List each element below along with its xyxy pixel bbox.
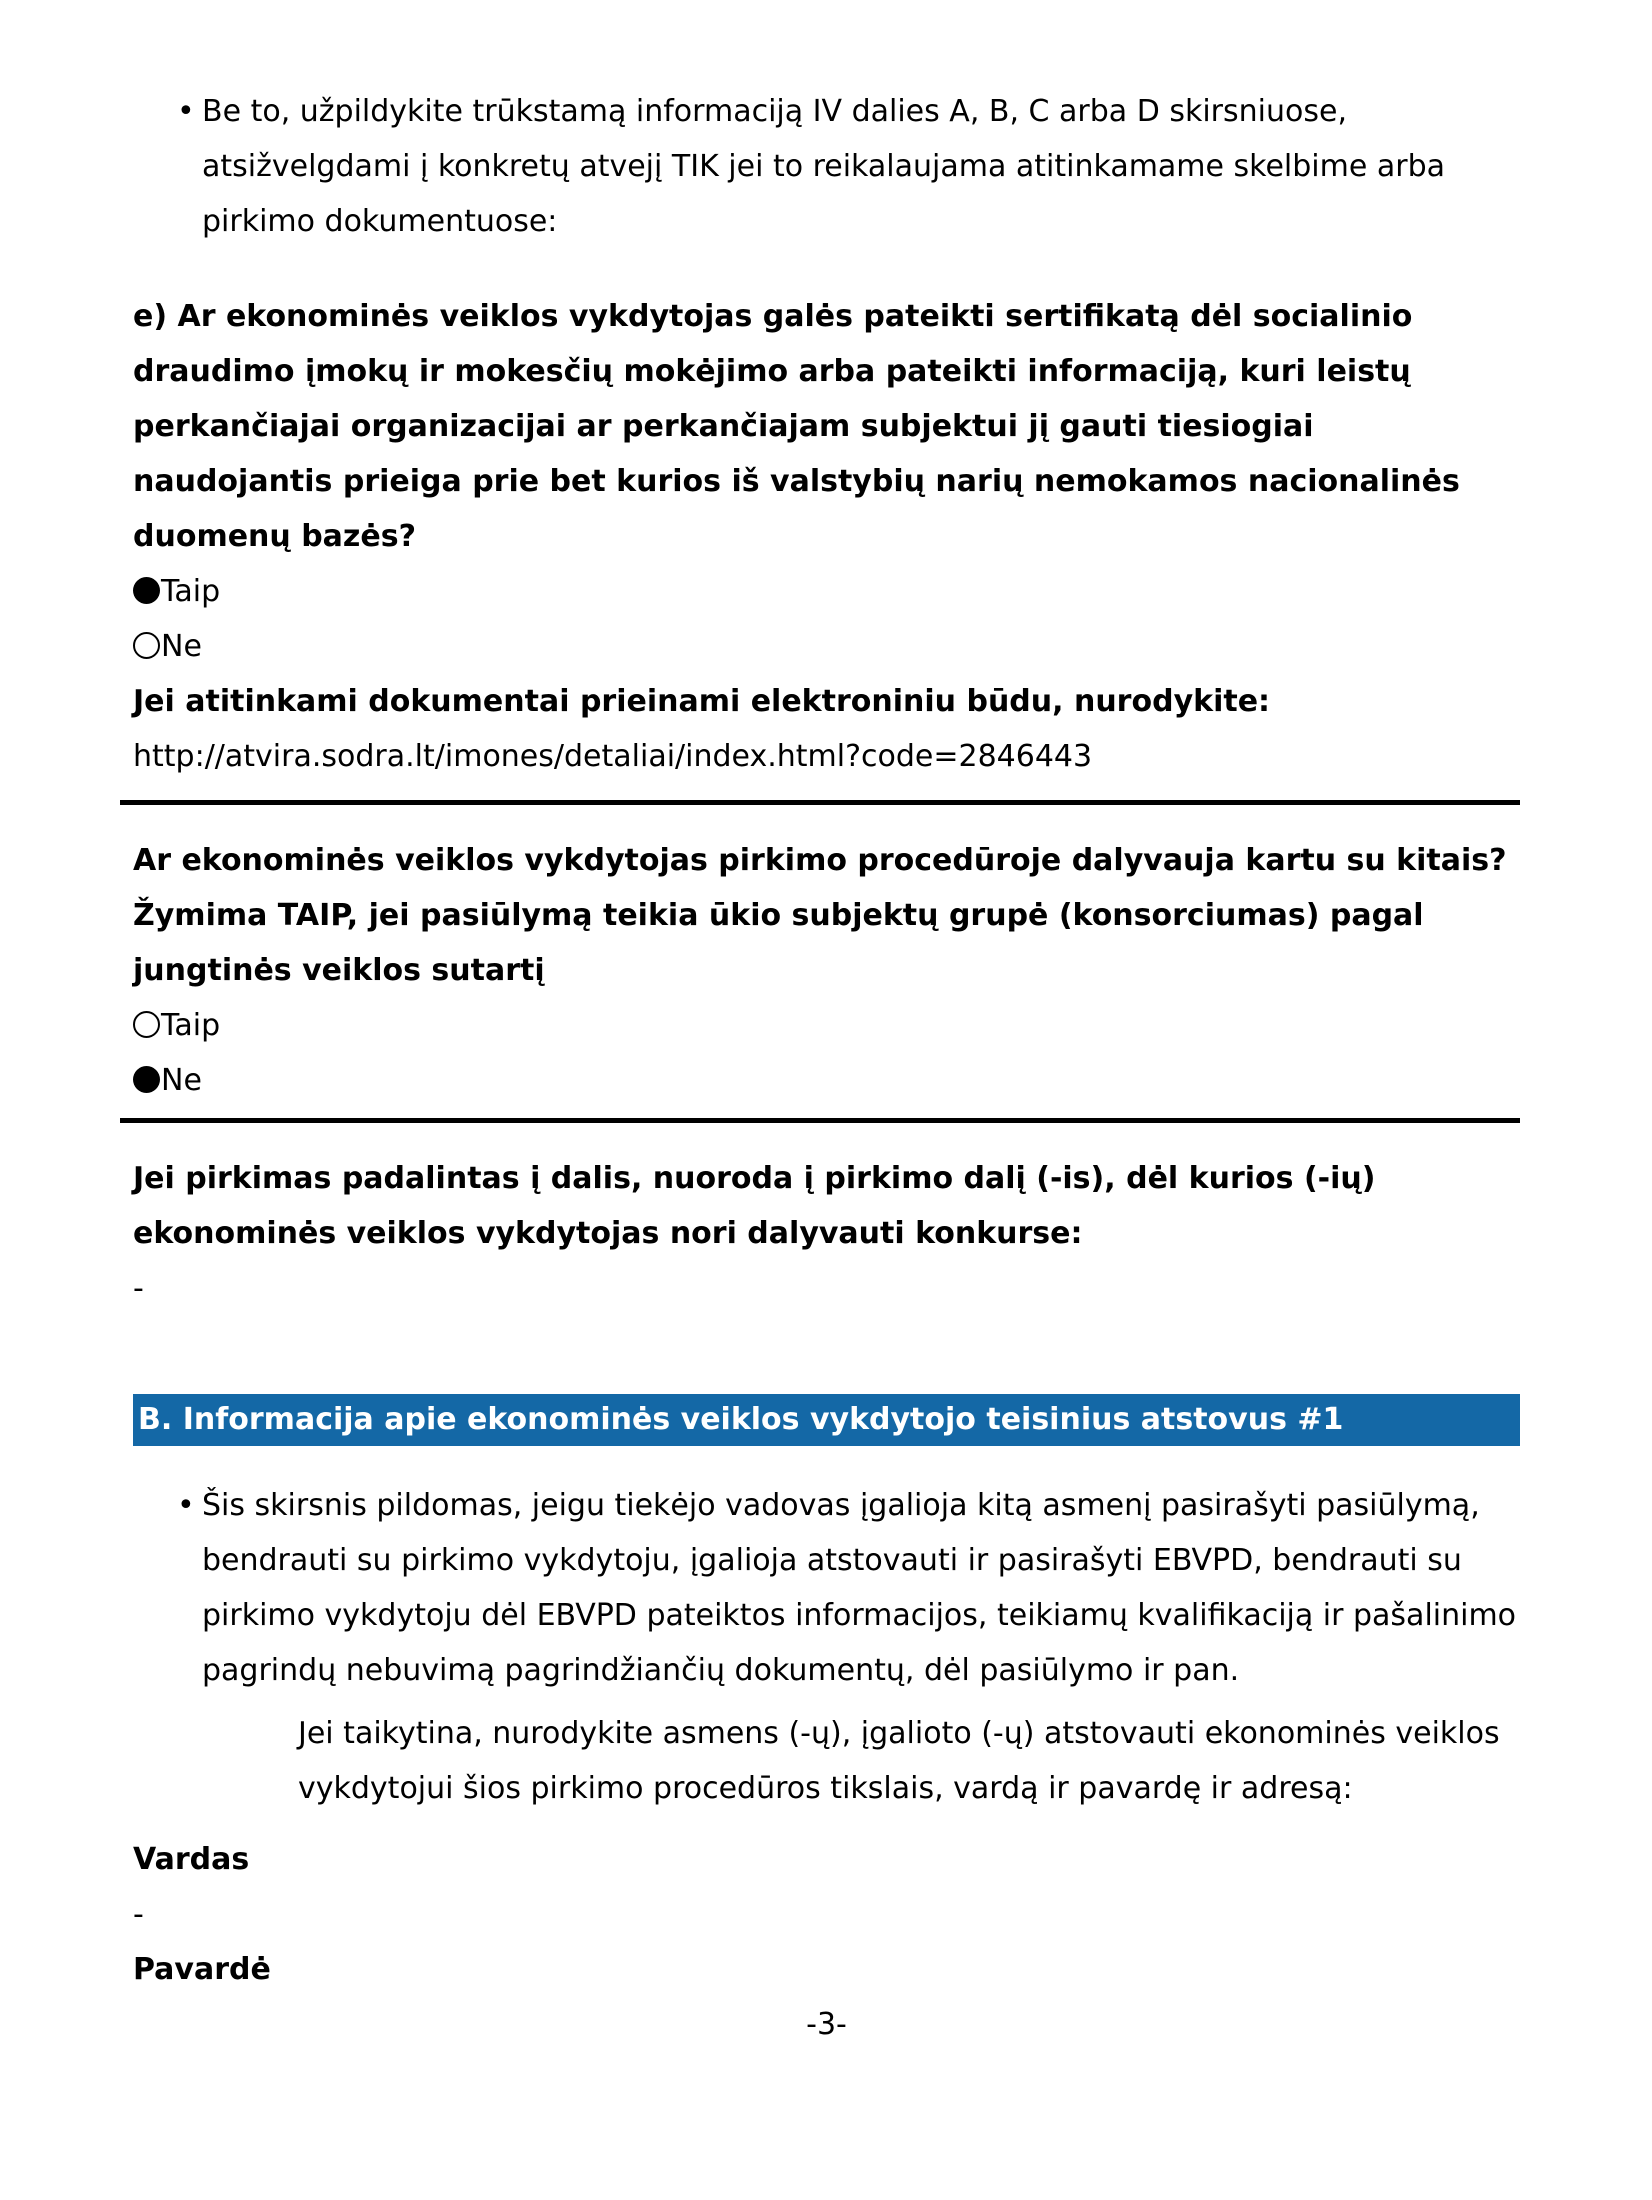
- section-b-bullet-text: Šis skirsnis pildomas, jeigu tiekėjo vadovas įgalioja kitą asmenį pasirašyti pasiūlymą, bendrauti su pirkimo vykdytoju, įgalioja atstovauti ir pasirašyti EBVPD, bendrauti su pirkimo vykdytoju dėl EBVPD pateiktos informacijos, teikiamų kvalifikaciją ir pašalinimo pagrindų nebuvimą pagrindžiančių dokumentų, dėl pasiūlymo ir pan.: [202, 1488, 1517, 1688]
- radio-label: Ne: [161, 1063, 202, 1098]
- bullet-icon: •: [177, 1488, 195, 1523]
- question-group-option-ne: [133, 1053, 1520, 1108]
- field-pavarde-label: Pavardė: [133, 1952, 271, 1987]
- radio-label: Taip: [161, 574, 221, 609]
- bullet-icon: •: [177, 94, 195, 129]
- horizontal-rule: [120, 1118, 1520, 1123]
- page-number: -3-: [806, 2007, 847, 2042]
- question-group-option-taip: [133, 998, 1520, 1053]
- intro-bullet-text: Be to, užpildykite trūkstamą informaciją IV dalies A, B, C arba D skirsniuose, atsižvelgdami į konkretų atvejį TIK jei to reikalaujama atitinkamame skelbime arba pirkimo dokumentuose:: [202, 94, 1445, 239]
- evidence-label: Jei atitinkami dokumentai prieinami elektroniniu būdu, nurodykite:: [133, 684, 1271, 719]
- question-e-option-taip: [133, 564, 1520, 619]
- question-lots-value: -: [133, 1271, 144, 1306]
- radio-label: Ne: [161, 629, 202, 664]
- question-lots-text: Jei pirkimas padalintas į dalis, nuoroda į pirkimo dalį (-is), dėl kurios (-ių) ekonominės veiklos vykdytojas nori dalyvauti konkurse:: [133, 1161, 1376, 1251]
- section-b-bullet-item: [133, 1478, 1520, 1698]
- evidence-url-link[interactable]: http://atvira.sodra.lt/imones/detaliai/index.html?code=2846443: [133, 739, 1093, 774]
- question-e-text: e) Ar ekonominės veiklos vykdytojas galės pateikti sertifikatą dėl socialinio draudimo įmokų ir mokesčių mokėjimo arba pateikti informaciją, kuri leistų perkančiajai organizacijai ar perkančiajam subjektui jį gauti tiesiogiai naudojantis prieiga prie bet kurios iš valstybių narių nemokamos nacionalinės duomenų bazės?: [133, 299, 1460, 554]
- radio-unselected-icon[interactable]: [133, 1011, 160, 1038]
- intro-bullet-item: [133, 84, 1520, 249]
- radio-selected-icon[interactable]: [133, 1066, 160, 1093]
- question-group-text: Ar ekonominės veiklos vykdytojas pirkimo procedūroje dalyvauja kartu su kitais? Žymima TAIP, jei pasiūlymą teikia ūkio subjektų grupė (konsorciumas) pagal jungtinės veiklos sutartį: [133, 843, 1507, 988]
- radio-label: Taip: [161, 1008, 221, 1043]
- section-b-header: B. Informacija apie ekonominės veiklos vykdytojo teisinius atstovus #1: [133, 1394, 1520, 1446]
- field-vardas-value: -: [133, 1897, 144, 1932]
- radio-selected-icon[interactable]: [133, 577, 160, 604]
- question-e-option-ne: [133, 619, 1520, 674]
- radio-unselected-icon[interactable]: [133, 632, 160, 659]
- field-vardas-label: Vardas: [133, 1842, 250, 1877]
- section-b-note: Jei taikytina, nurodykite asmens (-ų), įgalioto (-ų) atstovauti ekonominės veiklos vykdytojui šios pirkimo procedūros tikslais, vardą ir pavardę ir adresą:: [298, 1716, 1500, 1806]
- horizontal-rule: [120, 800, 1520, 805]
